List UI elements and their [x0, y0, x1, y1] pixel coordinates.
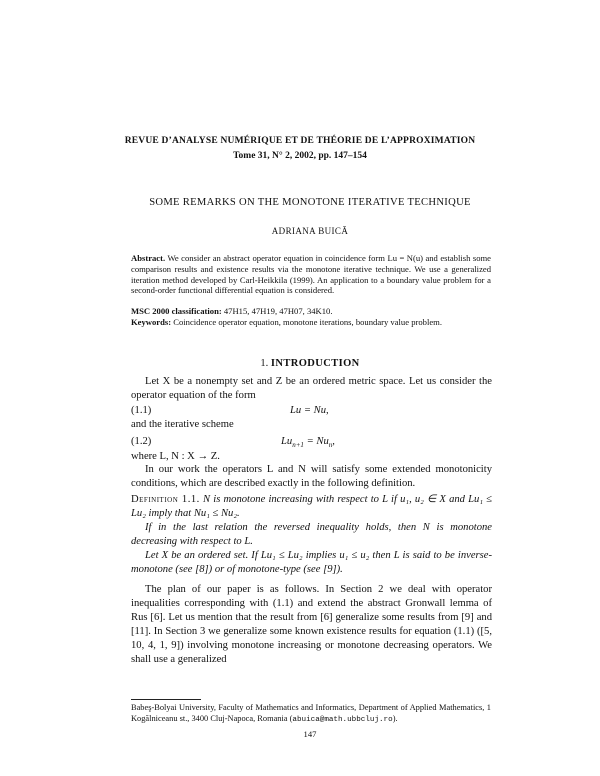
eq2-mid: = Nu: [303, 436, 329, 447]
equation-1-1: Lu = Nu,: [290, 405, 329, 416]
eq2-end: ,: [332, 436, 335, 447]
intro-paragraph-5: The plan of our paper is as follows. In Section 2 we deal with operator inequalities corresponding with (1.1) and extend the abstract Gronwall lemma of Rus [6]. Let us mention that the result from [6] generalize some results from [9] and [11]. In Section 3 we generalize some known existence results for equation (1.1) ([5, 10, 4, 1, 9]) involving monotone increasing or monotone decreasing operators. We shall use a generalized: [131, 584, 492, 665]
eq2-lsub: n+1: [292, 441, 304, 450]
equation-1-2: [281, 436, 335, 449]
intro-paragraph-1: Let X be a nonempty set and Z be an ordered metric space. Let us consider the operator equation of the form: [131, 376, 492, 401]
intro-paragraph-3: where L, N : X → Z.: [131, 451, 220, 462]
equation-1-1-number: (1.1): [131, 405, 152, 416]
footnote-end: ).: [392, 713, 398, 723]
footnote: [131, 703, 491, 725]
keywords-label: Keywords:: [131, 317, 172, 327]
page-number: 147: [303, 729, 317, 739]
msc-classification: [131, 306, 491, 317]
msc-text: 47H15, 47H19, 47H07, 34K10.: [223, 306, 333, 316]
definition-paragraph-3: Let X be an ordered set. If Lu₁ ≤ Lu₂ implies u₁ ≤ u₂ then L is said to be inverse-monotone (see [8]) or of monotone-type (see [9]).: [131, 550, 492, 575]
eq2-lhs: Lu: [281, 436, 293, 447]
journal-name: REVUE D’ANALYSE NUMÉRIQUE ET DE THÉORIE DE L’APPROXIMATION: [124, 136, 476, 146]
msc-label: MSC 2000 classification:: [131, 306, 222, 316]
section-heading: [0, 358, 600, 369]
keywords: [131, 317, 511, 328]
footnote-affiliation: Babeş-Bolyai University, Faculty of Mathematics and Informatics, Department of Applied Mathematics, 1 Kogălniceanu st., 3400 Cluj-Napoca, Romania (: [131, 703, 491, 723]
eq2-rsub: n: [328, 441, 333, 450]
paper-author: ADRIANA BUICĂ: [271, 226, 349, 236]
footnote-rule: [131, 699, 201, 700]
paper-title: SOME REMARKS ON THE MONOTONE ITERATIVE TECHNIQUE: [149, 197, 471, 208]
definition-paragraph-2: If in the last relation the reversed inequality holds, then N is monotone decreasing with respect to L.: [131, 522, 492, 547]
abstract-label: Abstract.: [131, 253, 166, 263]
section-title: INTRODUCTION: [270, 358, 360, 369]
intro-paragraph-2: and the iterative scheme: [131, 419, 234, 430]
intro-paragraph-4: In our work the operators L and N will satisfy some extended monotonicity conditions, which are described exactly in the following definition.: [131, 464, 492, 489]
journal-issue: Tome 31, N° 2, 2002, pp. 147–154: [233, 151, 367, 161]
abstract: [131, 253, 491, 296]
definition-label: Definition 1.1.: [131, 494, 200, 505]
footnote-email: abuica@math.ubbcluj.ro: [292, 715, 393, 724]
definition-1-1: [131, 493, 492, 521]
equation-1-2-number: (1.2): [131, 436, 152, 447]
keywords-text: Coincidence operator equation, monotone iterations, boundary value problem.: [173, 317, 442, 327]
definition-text: N is monotone increasing with respect to L if u₁, u₂ ∈ X and Lu₁ ≤ Lu₂ imply that Nu₁ ≤ Nu₂.: [131, 494, 493, 519]
abstract-text: We consider an abstract operator equation in coincidence form Lu = N(u) and establish some comparison results and existence results via the monotone iterative technique. We use a generalized iteration method developed by Carl-Heikkila (1999). An application to a boundary value problem for a second-order functional differential equation is considered.: [131, 253, 491, 296]
section-number: 1.: [260, 358, 269, 369]
